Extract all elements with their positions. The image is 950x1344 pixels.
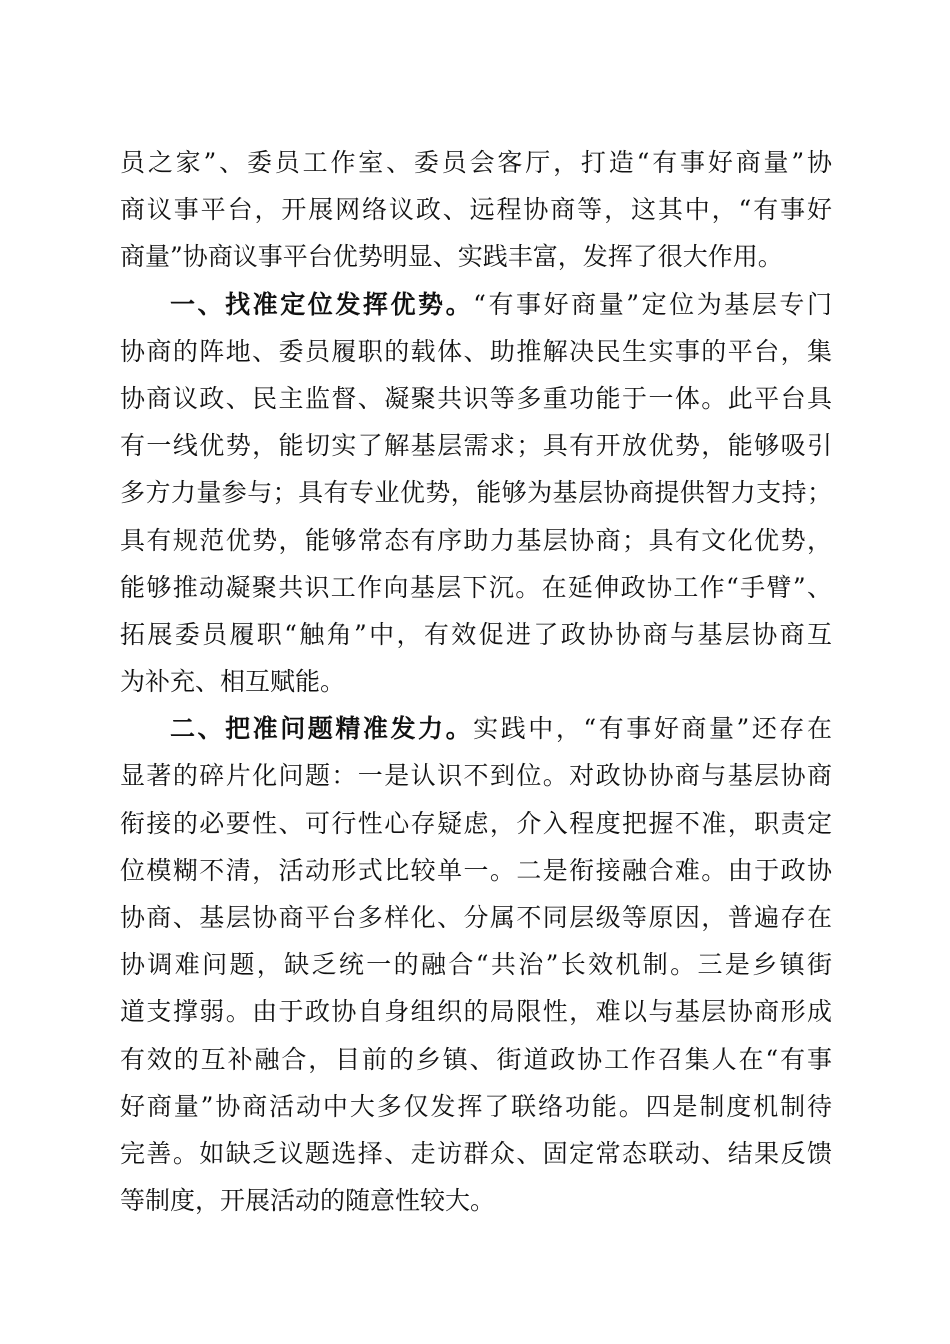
- paragraph-line: 衔接的必要性、可行性心存疑虑，介入程度把握不准，职责定: [120, 808, 832, 838]
- section-1-first-line-text: “有事好商量”定位为基层专门: [473, 289, 832, 319]
- paragraph-line: 位模糊不清，活动形式比较单一。二是衔接融合难。由于政协: [120, 855, 832, 885]
- paragraph-line: 商量”协商议事平台优势明显、实践丰富，发挥了很大作用。: [120, 242, 783, 272]
- paragraph-line: 协商的阵地、委员履职的载体、助推解决民生实事的平台，集: [120, 336, 832, 366]
- document-body: [120, 139, 832, 1224]
- paragraph-line: 有效的互补融合，目前的乡镇、街道政协工作召集人在“有事: [120, 1044, 832, 1074]
- paragraph-line: 多方力量参与；具有专业优势，能够为基层协商提供智力支持；: [120, 478, 832, 508]
- paragraph-line: 能够推动凝聚共识工作向基层下沉。在延伸政协工作“手臂”、: [120, 572, 832, 602]
- paragraph-line: 显著的碎片化问题：一是认识不到位。对政协协商与基层协商: [120, 761, 832, 791]
- paragraph-line: 具有规范优势，能够常态有序助力基层协商；具有文化优势，: [120, 525, 832, 555]
- paragraph-line: 有一线优势，能切实了解基层需求；具有开放优势，能够吸引: [120, 431, 832, 461]
- paragraph-line: 协调难问题，缺乏统一的融合“共治”长效机制。三是乡镇街: [120, 950, 832, 980]
- paragraph-line: 道支撑弱。由于政协自身组织的局限性，难以与基层协商形成: [120, 997, 832, 1027]
- paragraph-line: 拓展委员履职“触角”中，有效促进了政协协商与基层协商互: [120, 619, 832, 649]
- section-1-first-line: [120, 281, 832, 328]
- paragraph-line: 等制度，开展活动的随意性较大。: [120, 1186, 496, 1216]
- paragraph-line: 好商量”协商活动中大多仅发挥了联络功能。四是制度机制待: [120, 1091, 832, 1121]
- section-2-first-line-text: 实践中，“有事好商量”还存在: [473, 714, 832, 744]
- paragraph-line: 协商、基层协商平台多样化、分属不同层级等原因，普遍存在: [120, 903, 832, 932]
- paragraph-line: 协商议政、民主监督、凝聚共识等多重功能于一体。此平台具: [120, 383, 832, 413]
- paragraph-line: 完善。如缺乏议题选择、走访群众、固定常态联动、结果反馈: [120, 1138, 832, 1168]
- paragraph-line: 商议事平台，开展网络议政、远程协商等，这其中，“有事好: [120, 195, 832, 225]
- paragraph-line: 员之家”、委员工作室、委员会客厅，打造“有事好商量”协: [120, 148, 832, 177]
- section-2-heading: 二、把准问题精准发力。: [170, 714, 474, 744]
- paragraph-line: 为补充、相互赋能。: [120, 667, 346, 697]
- section-1-heading: 一、找准定位发挥优势。: [170, 289, 474, 319]
- section-2-first-line: [120, 705, 832, 752]
